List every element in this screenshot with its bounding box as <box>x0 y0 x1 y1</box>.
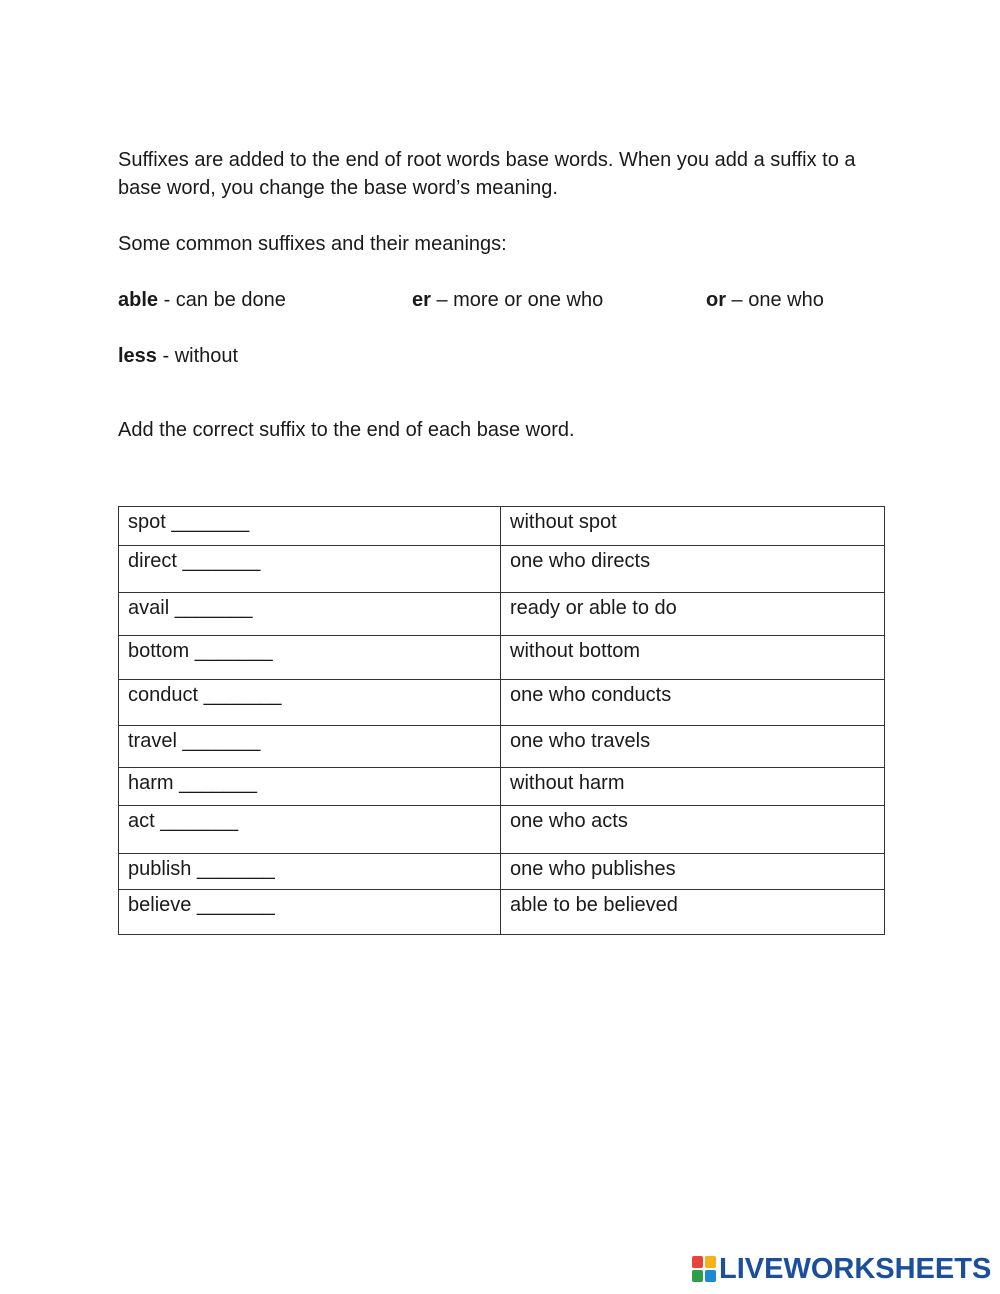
table-row <box>119 546 885 593</box>
table-row <box>119 636 885 680</box>
common-suffixes-heading: Some common suffixes and their meanings: <box>118 233 507 255</box>
suffix-less <box>118 342 238 370</box>
suffix-term: able <box>118 289 159 311</box>
logo-text: LIVEWORKSHEETS <box>719 1253 992 1285</box>
suffix-er <box>412 286 603 314</box>
instruction-text: Add the correct suffix to the end of each base word. <box>118 419 575 441</box>
suffix-meaning: – more or one who <box>430 289 604 311</box>
base-word-cell[interactable]: direct _______ <box>119 546 501 593</box>
suffix-term: less <box>118 345 157 367</box>
suffix-meaning: - without <box>156 345 239 367</box>
meaning-cell: able to be believed <box>501 890 885 935</box>
meaning-cell: without bottom <box>501 636 885 680</box>
base-word-cell[interactable]: spot _______ <box>119 507 501 546</box>
suffix-able <box>118 286 286 314</box>
meaning-cell: one who conducts <box>501 680 885 726</box>
suffix-or <box>706 286 824 314</box>
meaning-cell: without harm <box>501 768 885 806</box>
table-row <box>119 768 885 806</box>
base-word-cell[interactable]: travel _______ <box>119 726 501 768</box>
meaning-cell: one who directs <box>501 546 885 593</box>
base-word-cell[interactable]: conduct _______ <box>119 680 501 726</box>
suffix-term: er <box>412 289 431 311</box>
base-word-cell[interactable]: bottom _______ <box>119 636 501 680</box>
table-row <box>119 806 885 854</box>
base-word-cell[interactable]: avail _______ <box>119 593 501 636</box>
base-word-cell[interactable]: publish _______ <box>119 854 501 890</box>
table-row <box>119 507 885 546</box>
liveworksheets-logo[interactable] <box>692 1254 991 1284</box>
intro-paragraph: Suffixes are added to the end of root words base words. When you add a suffix to a base word, you change the base word’s meaning. <box>118 149 856 199</box>
suffix-meaning: - can be done <box>158 289 286 311</box>
base-word-cell[interactable]: act _______ <box>119 806 501 854</box>
logo-square <box>692 1270 703 1282</box>
meaning-cell: one who acts <box>501 806 885 854</box>
logo-square <box>705 1256 716 1268</box>
meaning-cell: one who publishes <box>501 854 885 890</box>
suffix-table <box>118 506 885 935</box>
table-row <box>119 726 885 768</box>
logo-square <box>705 1270 716 1282</box>
suffix-meaning: – one who <box>726 289 824 311</box>
liveworksheets-logo-icon <box>692 1256 716 1282</box>
table-row <box>119 680 885 726</box>
base-word-cell[interactable]: believe _______ <box>119 890 501 935</box>
base-word-cell[interactable]: harm _______ <box>119 768 501 806</box>
meaning-cell: ready or able to do <box>501 593 885 636</box>
table-row <box>119 593 885 636</box>
meaning-cell: without spot <box>501 507 885 546</box>
meaning-cell: one who travels <box>501 726 885 768</box>
logo-square <box>692 1256 703 1268</box>
table-row <box>119 854 885 890</box>
table-row <box>119 890 885 935</box>
suffix-term: or <box>706 289 726 311</box>
